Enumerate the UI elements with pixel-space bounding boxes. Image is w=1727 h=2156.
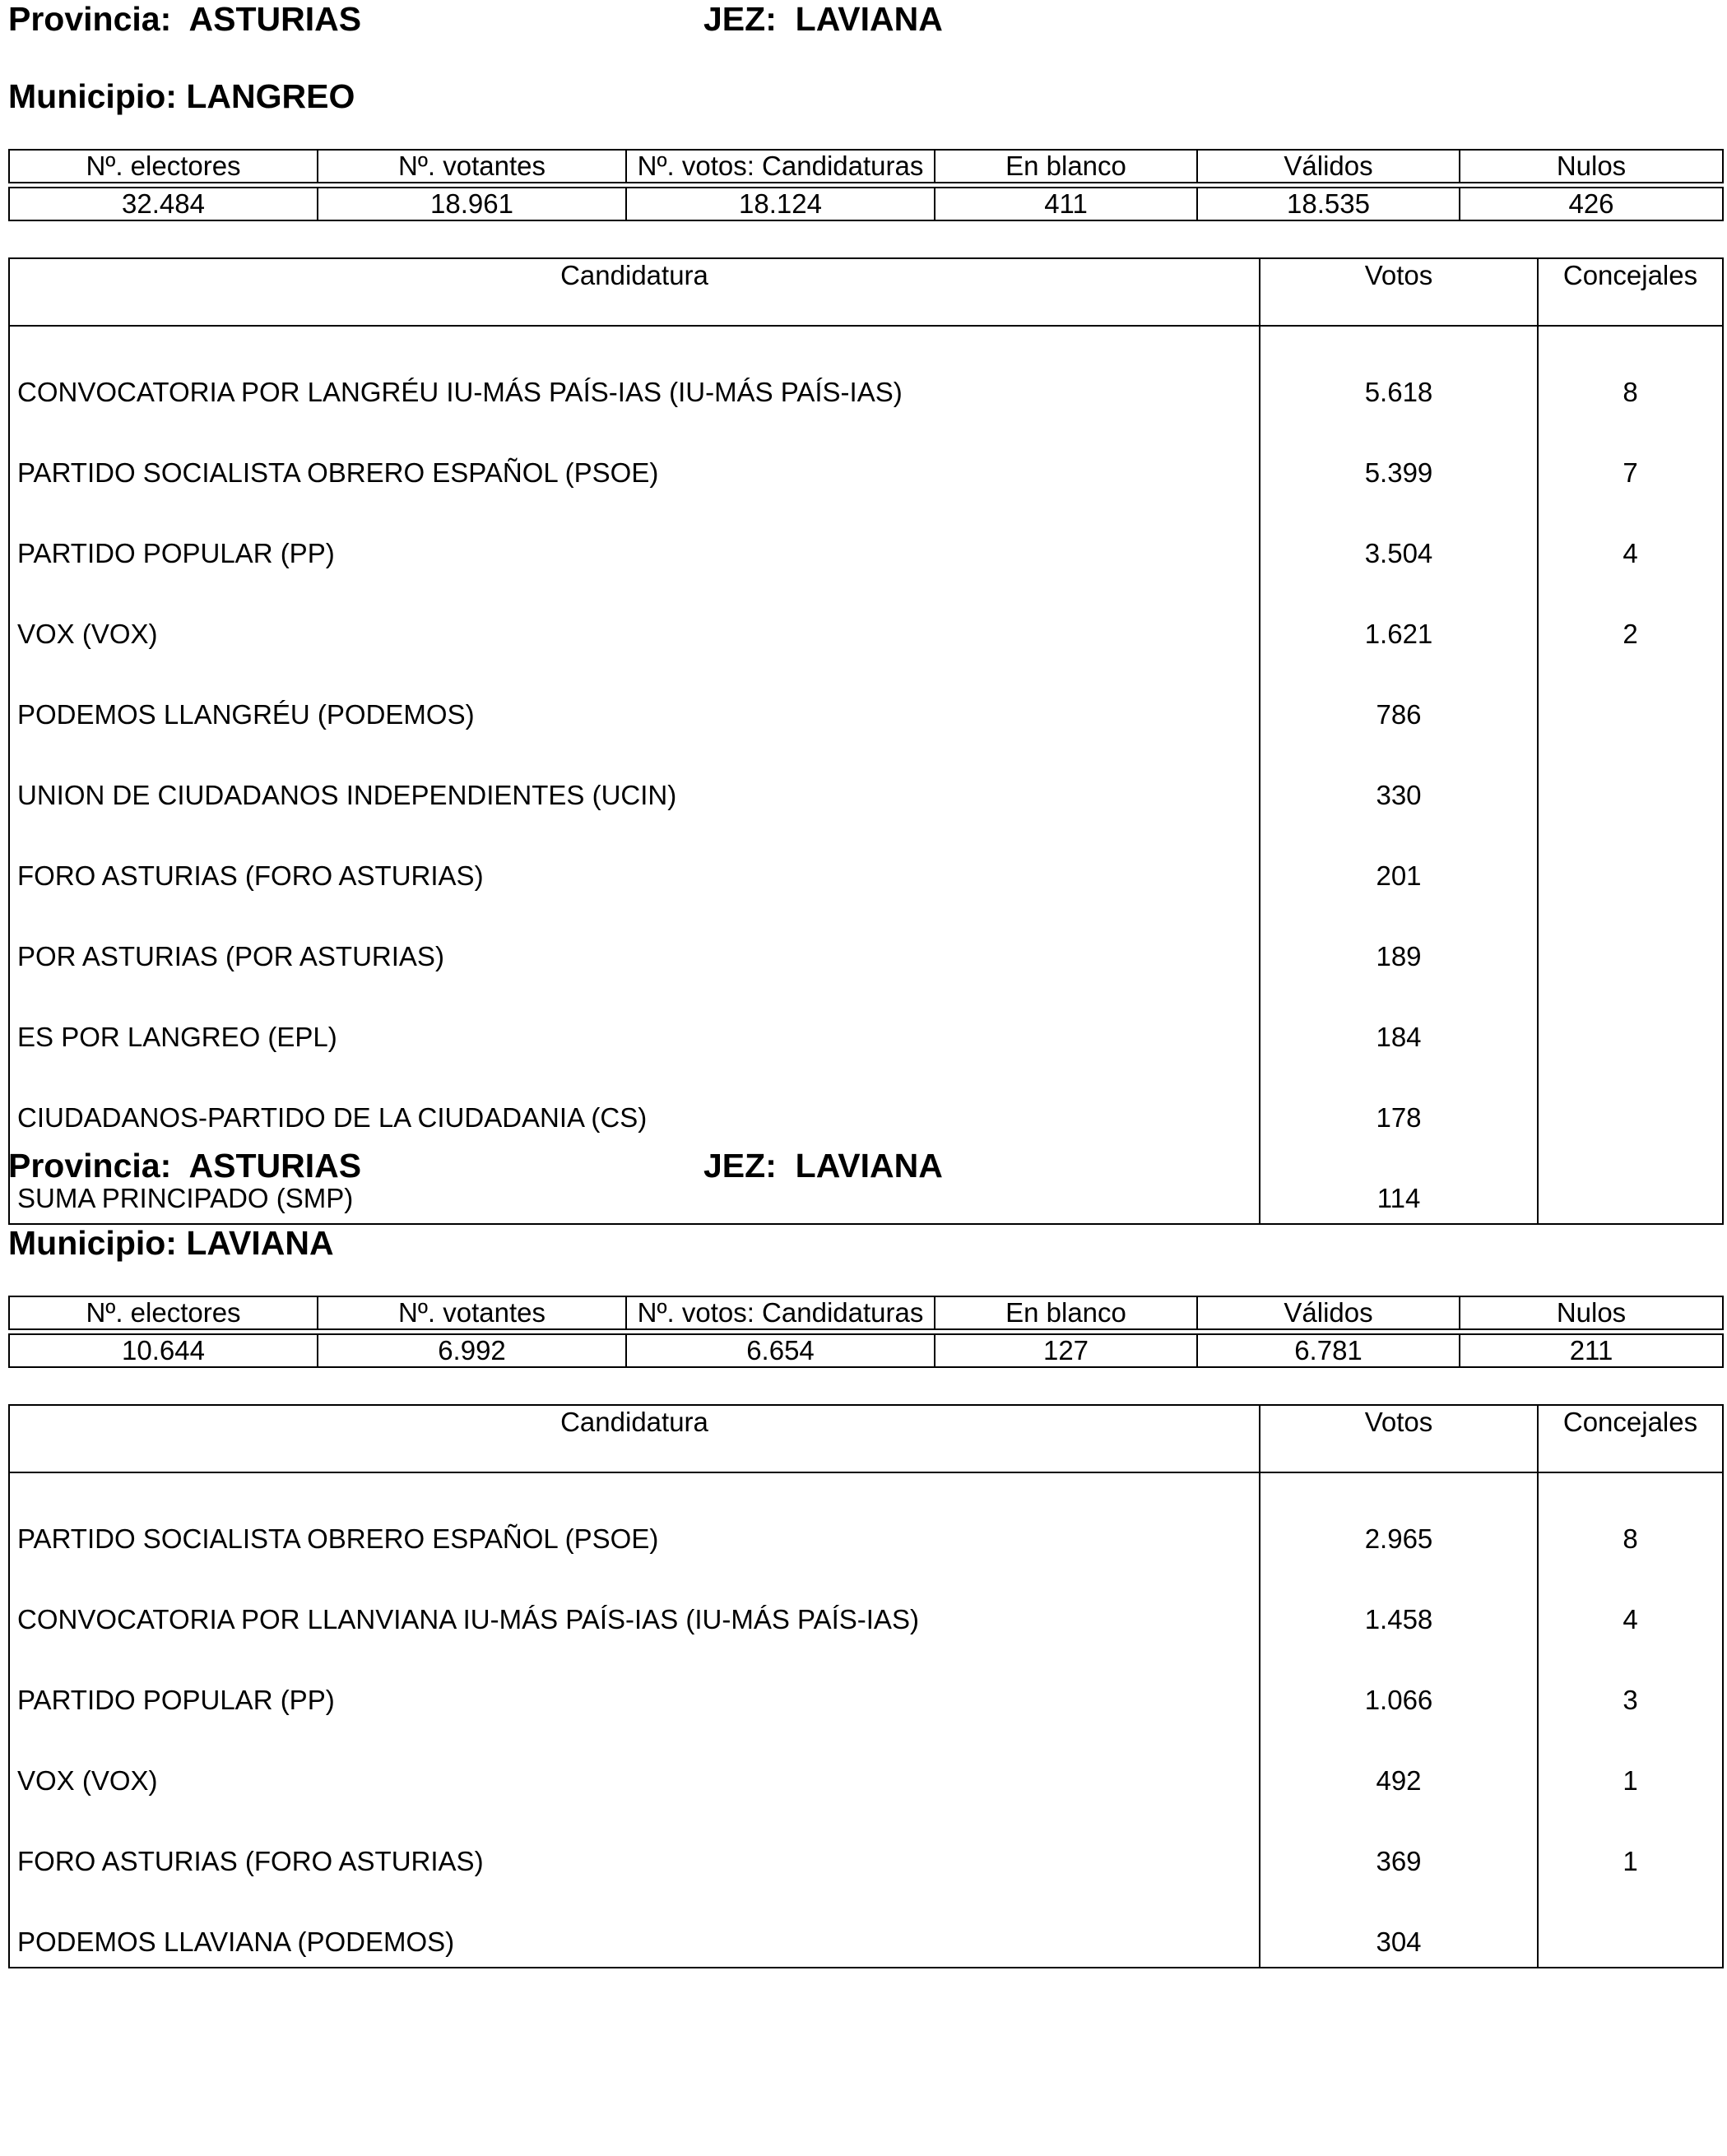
candidatura-name: ES POR LANGREO (EPL) — [9, 981, 1260, 1062]
summary-value-row — [9, 188, 1723, 220]
votos-value: 201 — [1260, 820, 1538, 901]
provincia-heading — [8, 0, 361, 39]
summary-header-cell: Nulos — [1460, 1296, 1723, 1329]
concejales-value — [1538, 1062, 1723, 1143]
votos-value: 492 — [1260, 1725, 1538, 1806]
candidatura-name: PARTIDO SOCIALISTA OBRERO ESPAÑOL (PSOE) — [9, 417, 1260, 498]
summary-header-cell: Nº. electores — [9, 1296, 318, 1329]
table-row — [9, 1062, 1723, 1143]
provincia-value: ASTURIAS — [188, 0, 362, 38]
candidatura-name: SUMA PRINCIPADO (SMP) — [9, 1143, 1260, 1224]
votos-value: 178 — [1260, 1062, 1538, 1143]
table-row — [9, 901, 1723, 981]
summary-value-cell: 18.961 — [318, 188, 626, 220]
summary-value-cell: 127 — [935, 1334, 1197, 1367]
table-row — [9, 417, 1723, 498]
table-row — [9, 659, 1723, 740]
votos-value: 5.618 — [1260, 326, 1538, 417]
table-row — [9, 820, 1723, 901]
table-row — [9, 578, 1723, 659]
candidatura-header: Candidatura — [9, 258, 1260, 326]
summary-header-cell: En blanco — [935, 150, 1197, 183]
votos-value: 184 — [1260, 981, 1538, 1062]
concejales-value: 4 — [1538, 1564, 1723, 1644]
table-row — [9, 981, 1723, 1062]
candidatura-name: VOX (VOX) — [9, 1725, 1260, 1806]
summary-header-cell: Válidos — [1197, 1296, 1460, 1329]
summary-value-cell: 32.484 — [9, 188, 318, 220]
summary-value-cell: 211 — [1460, 1334, 1723, 1367]
candidatura-name: POR ASTURIAS (POR ASTURIAS) — [9, 901, 1260, 981]
summary-value-cell: 411 — [935, 188, 1197, 220]
summary-table — [8, 149, 1724, 221]
provincia-value: ASTURIAS — [188, 1147, 362, 1185]
table-row — [9, 326, 1723, 417]
jez-value: LAVIANA — [795, 0, 943, 38]
results-table — [8, 1404, 1724, 1968]
summary-value-row — [9, 1334, 1723, 1367]
summary-header-row — [9, 1296, 1723, 1329]
candidatura-name: CONVOCATORIA POR LLANVIANA IU-MÁS PAÍS-IAS (IU-MÁS PAÍS-IAS) — [9, 1564, 1260, 1644]
concejales-value — [1538, 1143, 1723, 1224]
jez-label: JEZ: — [703, 0, 777, 38]
summary-header-cell: Válidos — [1197, 150, 1460, 183]
votos-value: 1.066 — [1260, 1644, 1538, 1725]
candidatura-name: FORO ASTURIAS (FORO ASTURIAS) — [9, 1806, 1260, 1886]
concejales-header: Concejales — [1538, 258, 1723, 326]
summary-header-cell: Nº. votantes — [318, 150, 626, 183]
summary-header-row — [9, 150, 1723, 183]
municipio-heading — [8, 1224, 334, 1263]
municipio-value: LANGREO — [186, 77, 355, 115]
summary-value-cell: 18.124 — [626, 188, 935, 220]
concejales-value — [1538, 1886, 1723, 1968]
votos-value: 5.399 — [1260, 417, 1538, 498]
candidatura-header: Candidatura — [9, 1405, 1260, 1472]
concejales-value — [1538, 740, 1723, 820]
candidatura-name: VOX (VOX) — [9, 578, 1260, 659]
candidatura-name: CONVOCATORIA POR LANGRÉU IU-MÁS PAÍS-IAS (IU-MÁS PAÍS-IAS) — [9, 326, 1260, 417]
votos-value: 2.965 — [1260, 1472, 1538, 1564]
summary-value-cell: 6.781 — [1197, 1334, 1460, 1367]
summary-header-cell: En blanco — [935, 1296, 1197, 1329]
votos-value: 369 — [1260, 1806, 1538, 1886]
concejales-header: Concejales — [1538, 1405, 1723, 1472]
summary-table — [8, 1296, 1724, 1368]
candidatura-name: FORO ASTURIAS (FORO ASTURIAS) — [9, 820, 1260, 901]
concejales-value: 7 — [1538, 417, 1723, 498]
jez-label: JEZ: — [703, 1147, 777, 1185]
summary-value-cell: 426 — [1460, 188, 1723, 220]
jez-value: LAVIANA — [795, 1147, 943, 1185]
summary-value-cell: 18.535 — [1197, 188, 1460, 220]
summary-value-cell: 6.992 — [318, 1334, 626, 1367]
votos-value: 3.504 — [1260, 498, 1538, 578]
concejales-value — [1538, 820, 1723, 901]
concejales-value: 3 — [1538, 1644, 1723, 1725]
votos-value: 114 — [1260, 1143, 1538, 1224]
municipio-value: LAVIANA — [186, 1224, 334, 1262]
table-row — [9, 1806, 1723, 1886]
votos-value: 786 — [1260, 659, 1538, 740]
votos-header: Votos — [1260, 1405, 1538, 1472]
votos-value: 330 — [1260, 740, 1538, 820]
summary-header-cell: Nulos — [1460, 150, 1723, 183]
municipio-label: Municipio: — [8, 77, 177, 115]
summary-header-cell: Nº. votos: Candidaturas — [626, 150, 935, 183]
concejales-value: 1 — [1538, 1806, 1723, 1886]
provincia-label: Provincia: — [8, 1147, 172, 1185]
candidatura-name: PARTIDO SOCIALISTA OBRERO ESPAÑOL (PSOE) — [9, 1472, 1260, 1564]
concejales-value: 2 — [1538, 578, 1723, 659]
summary-value-cell: 10.644 — [9, 1334, 318, 1367]
concejales-value — [1538, 901, 1723, 981]
table-row — [9, 498, 1723, 578]
provincia-heading — [8, 1147, 361, 1185]
votos-header: Votos — [1260, 258, 1538, 326]
candidatura-name: UNION DE CIUDADANOS INDEPENDIENTES (UCIN) — [9, 740, 1260, 820]
candidatura-name: PODEMOS LLANGRÉU (PODEMOS) — [9, 659, 1260, 740]
jez-heading — [703, 0, 943, 39]
candidatura-name: CIUDADANOS-PARTIDO DE LA CIUDADANIA (CS) — [9, 1062, 1260, 1143]
summary-header-cell: Nº. electores — [9, 150, 318, 183]
votos-value: 1.621 — [1260, 578, 1538, 659]
candidatura-name: PODEMOS LLAVIANA (PODEMOS) — [9, 1886, 1260, 1968]
provincia-label: Provincia: — [8, 0, 172, 38]
table-row — [9, 1725, 1723, 1806]
concejales-value — [1538, 981, 1723, 1062]
jez-heading — [703, 1147, 943, 1185]
summary-header-cell: Nº. votantes — [318, 1296, 626, 1329]
concejales-value — [1538, 659, 1723, 740]
table-row — [9, 1886, 1723, 1968]
summary-value-cell: 6.654 — [626, 1334, 935, 1367]
table-row — [9, 1564, 1723, 1644]
summary-header-cell: Nº. votos: Candidaturas — [626, 1296, 935, 1329]
results-header-row — [9, 258, 1723, 326]
concejales-value: 4 — [1538, 498, 1723, 578]
votos-value: 189 — [1260, 901, 1538, 981]
municipio-label: Municipio: — [8, 1224, 177, 1262]
table-row — [9, 1644, 1723, 1725]
results-header-row — [9, 1405, 1723, 1472]
municipio-heading — [8, 77, 355, 116]
table-row — [9, 1472, 1723, 1564]
concejales-value: 8 — [1538, 1472, 1723, 1564]
votos-value: 1.458 — [1260, 1564, 1538, 1644]
candidatura-name: PARTIDO POPULAR (PP) — [9, 1644, 1260, 1725]
concejales-value: 8 — [1538, 326, 1723, 417]
candidatura-name: PARTIDO POPULAR (PP) — [9, 498, 1260, 578]
votos-value: 304 — [1260, 1886, 1538, 1968]
concejales-value: 1 — [1538, 1725, 1723, 1806]
results-table — [8, 257, 1724, 1225]
table-row — [9, 740, 1723, 820]
